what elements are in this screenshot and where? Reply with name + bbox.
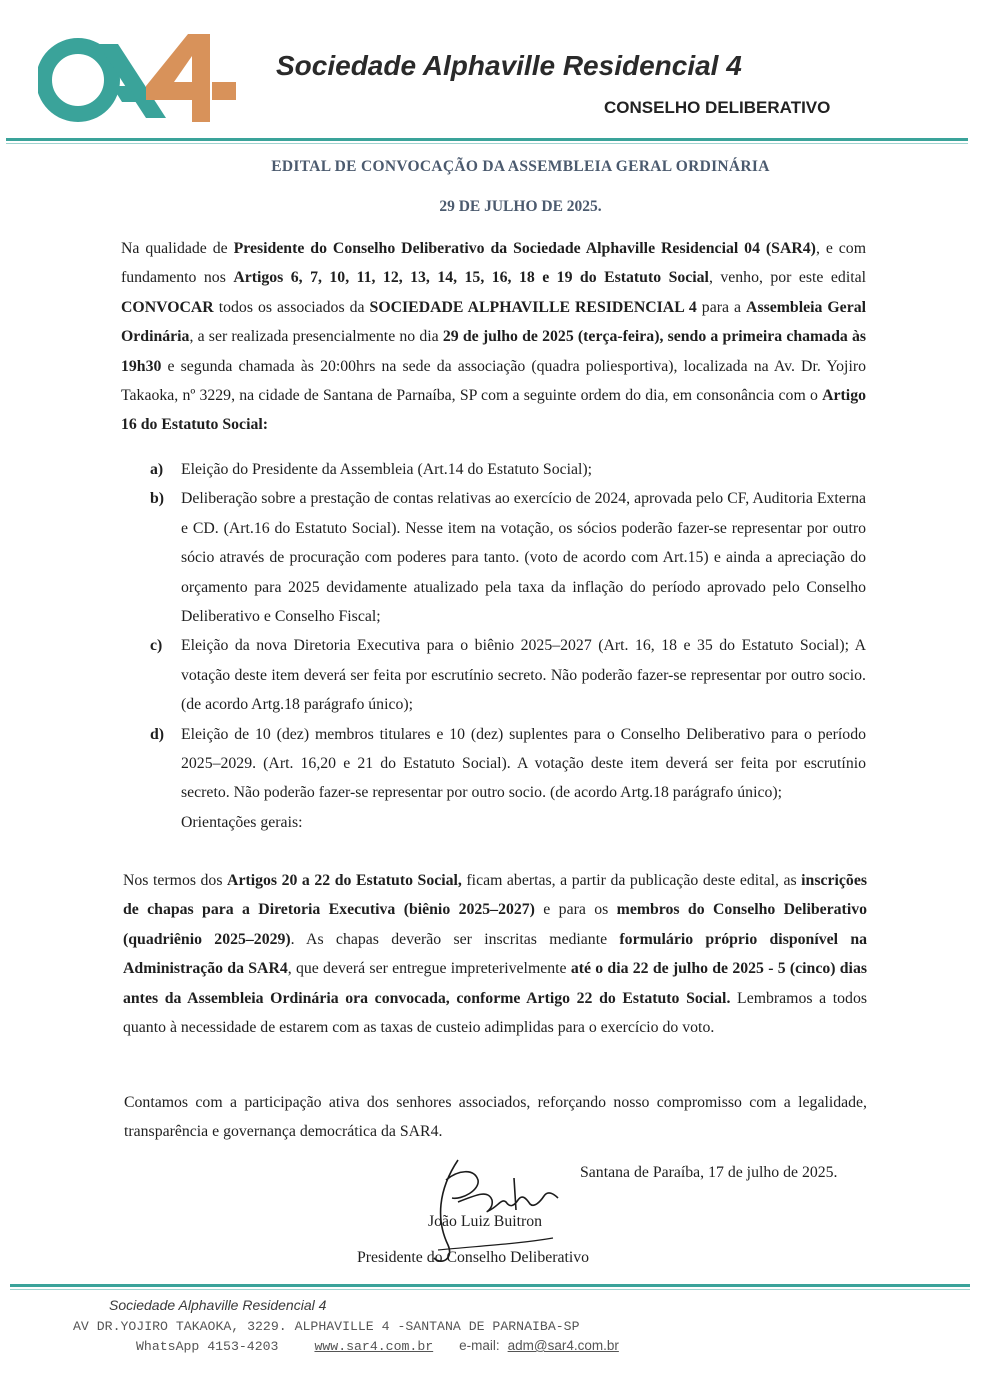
council-title: CONSELHO DELIBERATIVO [604, 98, 831, 117]
footer-address: AV DR.YOJIRO TAKAOKA, 3229. ALPHAVILLE 4 -SANTANA DE PARNAIBA-SP [73, 1319, 580, 1334]
footer-divider [10, 1284, 970, 1287]
general-guidance-heading: Orientações gerais: [181, 813, 303, 831]
place-and-date: Santana de Paraíba, 17 de julho de 2025. [580, 1164, 838, 1181]
agenda-item-d [150, 720, 866, 808]
agenda-item-text: Eleição da nova Diretoria Executiva para o biênio 2025–2027 (Art. 16, 18 e 35 do Estatuto Social); A votação deste item deverá ser feita por escrutínio secreto. Não poderão fazer-se representar por outro socio. (de acordo Artg.18 parágrafo único); [181, 637, 866, 714]
agenda-item-text: Deliberação sobre a prestação de contas relativas ao exercício de 2024, aprovada pelo CF, Auditoria Externa e CD. (Art.16 do Estatuto Social). Nesse item na votação, os sócios poderão fazer-se representar por outro sócio através de procuração com poderes para tanto. (voto de acordo com Art.15) e ainda a apreciação do orçamento para 2025 devidamente atualizado pela taxa da inflação do período aprovado pelo Conselho Deliberativo e Conselho Fiscal; [181, 490, 866, 626]
footer-divider-thin [10, 1289, 970, 1290]
agenda-item-text: Eleição do Presidente da Assembleia (Art.14 do Estatuto Social); [181, 461, 593, 478]
sar4-logo [38, 30, 243, 122]
header-divider [6, 138, 968, 141]
agenda-item-a [150, 455, 866, 484]
document-title: EDITAL DE CONVOCAÇÃO DA ASSEMBLEIA GERAL ORDINÁRIA [271, 158, 770, 175]
agenda-item-b [150, 484, 866, 631]
footer-email-label: e-mail: [459, 1338, 500, 1353]
footer-website-link[interactable]: www.sar4.com.br [314, 1339, 434, 1354]
agenda-item-label: b) [150, 490, 165, 508]
footer-email-link[interactable]: adm@sar4.com.br [507, 1338, 619, 1353]
footer-whatsapp: WhatsApp 4153-4203 [136, 1339, 279, 1354]
closing-paragraph: Contamos com a participação ativa dos senhores associados, reforçando nosso compromisso com a legalidade, transparência e governança democrática da SAR4. [124, 1094, 867, 1141]
agenda-item-label: c) [150, 637, 163, 655]
agenda-item-text: Eleição de 10 (dez) membros titulares e 10 (dez) suplentes para o Conselho Deliberativo para o período 2025–2029. (Art. 16,20 e 21 do Estatuto Social). A votação deste item deverá ser feita por escrutínio secreto. Não poderão fazer-se representar por outro socio. (de acordo Artg.18 parágrafo único); [181, 725, 866, 802]
agenda-list [150, 455, 866, 837]
signer-role: Presidente do Conselho Deliberativo [357, 1249, 590, 1266]
org-title: Sociedade Alphaville Residencial 4 [276, 50, 742, 81]
signer-name: João Luiz Buitron [428, 1213, 543, 1230]
intro-paragraph: Na qualidade de Presidente do Conselho Deliberativo da Sociedade Alphaville Residencial 04 (SAR4), e com fundamento nos Artigos 6, 7, 10, 11, 12, 13, 14, 15, 16, 18 e 19 do Estatuto Social, venho, por este edital CONVOCAR todos os associados da SOCIEDADE ALPHAVILLE RESIDENCIAL 4 para a Assembleia Geral Ordinária, a ser realizada presencialmente no dia 29 de julho de 2025 (terça-feira), sendo a primeira chamada às 19h30 e segunda chamada às 20:00hrs na sede da associação (quadra poliesportiva), localizada na Av. Dr. Yojiro Takaoka, nº 3229, na cidade de Santana de Parnaíba, SP com a seguinte ordem do dia, em consonância com o Artigo 16 do Estatuto Social: [121, 240, 866, 434]
agenda-item-label: d) [150, 725, 165, 743]
footer-org-name: Sociedade Alphaville Residencial 4 [109, 1297, 327, 1313]
header-divider-thin [6, 143, 968, 144]
agenda-item-c [150, 631, 866, 719]
document-date: 29 DE JULHO DE 2025. [439, 198, 602, 215]
agenda-item-label: a) [150, 461, 164, 478]
footer-contacts [136, 1338, 619, 1354]
guidance-paragraph: Nos termos dos Artigos 20 a 22 do Estatuto Social, ficam abertas, a partir da publicação deste edital, as inscrições de chapas para a Diretoria Executiva (biênio 2025–2027) e para os membros do Conselho Deliberativo (quadriênio 2025–2029). As chapas deverão ser inscritas mediante formulário próprio disponível na Administração da SAR4, que deverá ser entregue impreterivelmente até o dia 22 de julho de 2025 - 5 (cinco) dias antes da Assembleia Ordinária ora convocada, conforme Artigo 22 do Estatuto Social. Lembramos a todos quanto à necessidade de estarem com as taxas de custeio adimplidas para o exercício do voto. [123, 872, 868, 1037]
